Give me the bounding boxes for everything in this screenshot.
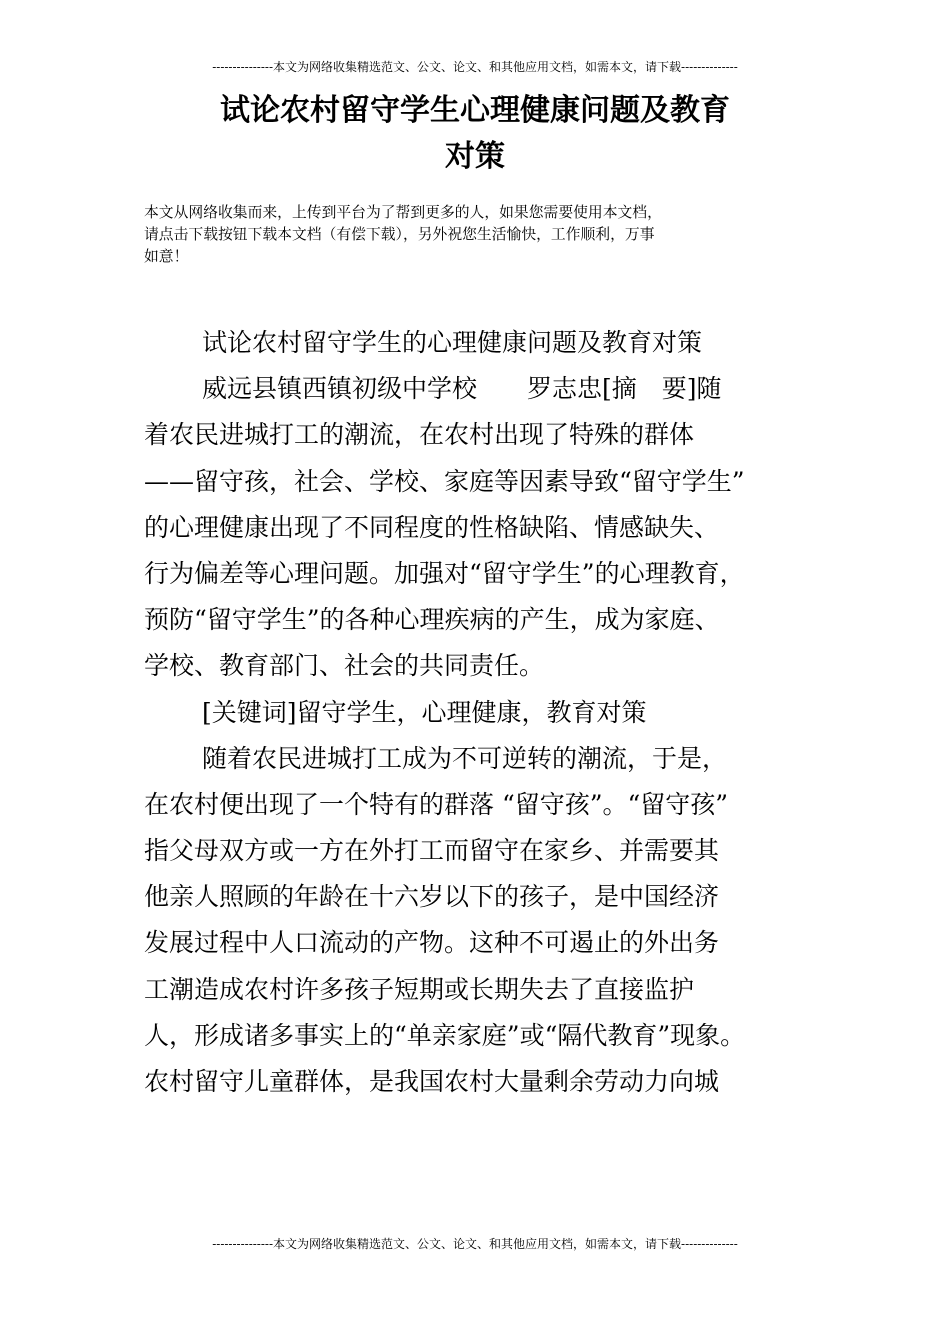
notice-line: 本文从网络收集而来，上传到平台为了帮到更多的人，如果您需要使用本文档，	[144, 204, 662, 221]
body-line: 工潮造成农村许多孩子短期或长期失去了直接监护	[144, 974, 695, 1004]
body-line: 指父母双方或一方在外打工而留守在家乡、并需要其	[144, 836, 720, 866]
notice-line: 请点击下载按钮下载本文档（有偿下载），另外祝您生活愉快，工作顺利，万事	[144, 226, 655, 243]
body-line: 发展过程中人口流动的产物。这种不可遏止的外出务	[144, 928, 720, 958]
body-line: ——留守孩，社会、学校、家庭等因素导致“留守学生”	[144, 466, 745, 496]
body-line: 他亲人照顾的年龄在十六岁以下的孩子，是中国经济	[144, 882, 720, 912]
download-notice	[144, 202, 808, 268]
body-line: 农村留守儿童群体，是我国农村大量剩余劳动力向城	[144, 1067, 720, 1096]
body-line: 随着农民进城打工成为不可逆转的潮流，于是，	[202, 743, 728, 773]
header-banner: ---------------本文为网络收集精选范文、公文、论文、和其他应用文档，如需本文，请下载--------------	[212, 60, 738, 74]
article-heading: 试论农村留守学生的心理健康问题及教育对策	[202, 328, 703, 357]
notice-line: 如意！	[144, 248, 189, 265]
title-line: 对策	[445, 139, 505, 174]
body-line: 人，形成诸多事实上的“单亲家庭”或“隔代教育”现象。	[144, 1020, 746, 1050]
body-line: 的心理健康出现了不同程度的性格缺陷、情感缺失、	[144, 512, 720, 542]
body-line: 预防“留守学生”的各种心理疾病的产生，成为家庭、	[144, 605, 720, 635]
document-title	[0, 88, 950, 180]
footer-banner: ---------------本文为网络收集精选范文、公文、论文、和其他应用文档，如需本文，请下载--------------	[212, 1237, 738, 1251]
body-line: 着农民进城打工的潮流，在农村出现了特殊的群体	[144, 420, 695, 450]
body-line: 学校、教育部门、社会的共同责任。	[144, 651, 545, 681]
article-body	[144, 320, 808, 1105]
author-line: 威远县镇西镇初级中学校 罗志忠[摘 要]随	[202, 374, 722, 404]
title-line: 试论农村留守学生心理健康问题及教育	[220, 93, 730, 128]
keywords-line: [关键词]留守学生，心理健康，教育对策	[202, 697, 647, 727]
body-line: 在农村便出现了一个特有的群落 “留守孩”。“留守孩”	[144, 789, 729, 819]
body-line: 行为偏差等心理问题。加强对“留守学生”的心理教育，	[144, 558, 745, 588]
